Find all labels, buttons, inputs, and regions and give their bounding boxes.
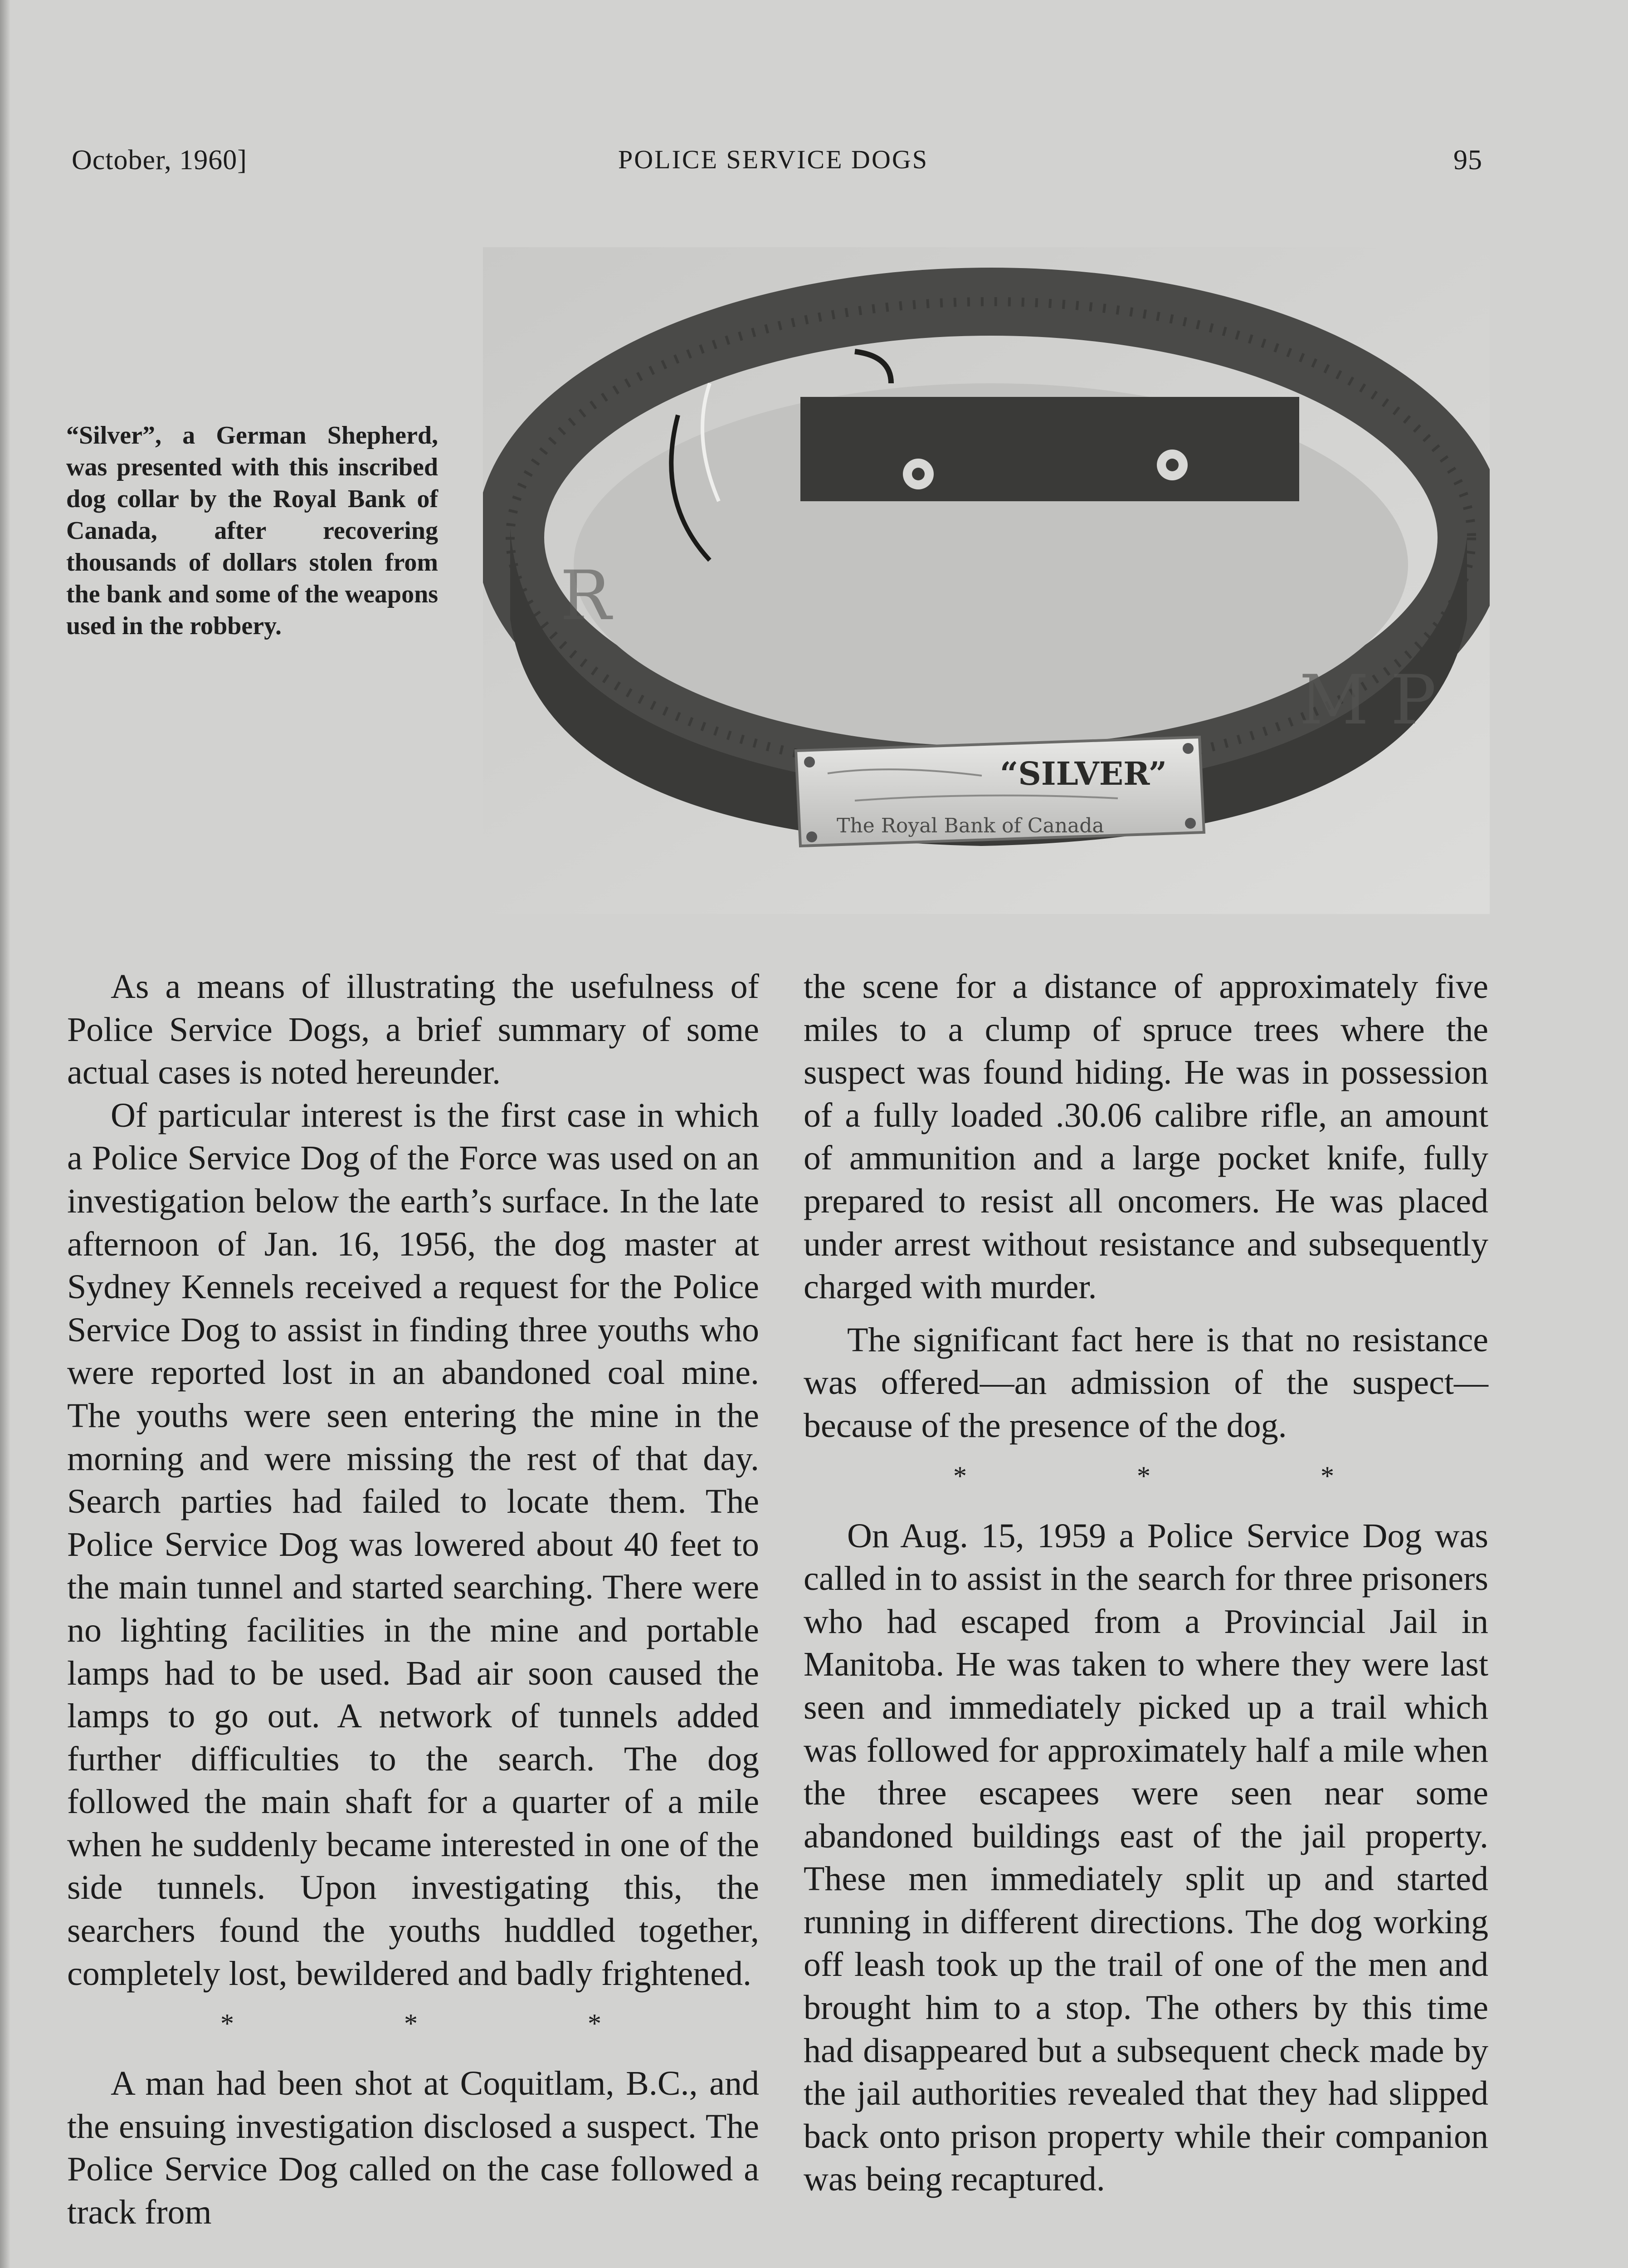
- section-separator: * * *: [220, 2009, 683, 2039]
- plate-name: “SILVER”: [1000, 755, 1167, 792]
- collar-nameplate: [796, 737, 1204, 846]
- article-column-right: [804, 965, 1488, 2201]
- svg-text:M P: M P: [1299, 661, 1437, 740]
- paragraph-intro: As a means of illustrating the usefulness of Police Service Dogs, a brief summary of some actual cases is noted hereunder.: [67, 968, 759, 1092]
- article-column-left: [67, 965, 759, 2234]
- svg-text:R: R: [560, 557, 611, 635]
- photo-caption: “Silver”, a German Shepherd, was presented with this inscribed dog collar by the Royal Bank of Canada, after recovering thousands of dollars stolen from the bank and some of the weapons used in the robbery.: [66, 421, 438, 640]
- plate-bank: The Royal Bank of Canada: [837, 814, 1104, 837]
- collar-tab-icon: [800, 397, 1299, 501]
- header-date: October, 1960]: [72, 145, 247, 176]
- dog-collar-photo: [483, 247, 1490, 914]
- paragraph-coal-mine-case: Of particular interest is the first case in which a Police Service Dog of the Force was used on an investigation below the earth’s surface. In the late afternoon of Jan. 16, 1956, the dog master at Sydney Kennels received a request for the Police Service Dog to assist in finding three youths who were reported lost in an abandoned coal mine. The youths were seen entering the mine in the morning and were missing the rest of that day. Search parties had failed to locate them. The Police Service Dog was lowered about 40 feet to the main tunnel and started searching. There were no lighting facilities in the mine and portable lamps had to be used. Bad air soon caused the lamps to go out. A network of tunnels added further difficulties to the search. The dog followed the main shaft for a quarter of a mile when he suddenly became interested in one of the side tunnels. Upon investigating this, the searchers found the youths huddled together, completely lost, bewildered and badly frightened.: [67, 1096, 759, 1993]
- paragraph-manitoba-case: On Aug. 15, 1959 a Police Service Dog was called in to assist in the search for three prisoners who had escaped from a Provincial Jail in Manitoba. He was taken to where they were last seen and immediately picked up a trail which was followed for approximately half a mile when the three escapees were seen near some abandoned buildings east of the jail property. These men immediately split up and started running in different directions. The dog working off leash took up the trail of one of the men and brought him to a stop. The others by this time had disappeared but a subsequent check made by the jail authorities revealed that they had slipped back onto prison property while their companion was being recaptured.: [804, 1516, 1488, 2199]
- header-title: POLICE SERVICE DOGS: [618, 145, 928, 174]
- paragraph-coquitlam-continued: the scene for a distance of approximately five miles to a clump of spruce trees where the suspect was found hiding. He was in possession of a fully loaded .30.06 calibre rifle, an amount of ammunition and a large pocket knife, fully prepared to resist all oncomers. He was placed under arrest without resistance and subsequently charged with murder.: [804, 968, 1488, 1306]
- paragraph-coquitlam-case: A man had been shot at Coquitlam, B.C., and the ensuing investigation disclosed a suspect. The Police Service Dog called on the case followed a track from: [67, 2064, 759, 2232]
- page-number: 95: [1453, 145, 1482, 176]
- section-separator: * * *: [953, 1461, 1416, 1491]
- paragraph-significant-fact: The significant fact here is that no resistance was offered—an admission of the suspect—because of the presence of the dog.: [804, 1320, 1488, 1445]
- page-binding-edge: [0, 0, 10, 2268]
